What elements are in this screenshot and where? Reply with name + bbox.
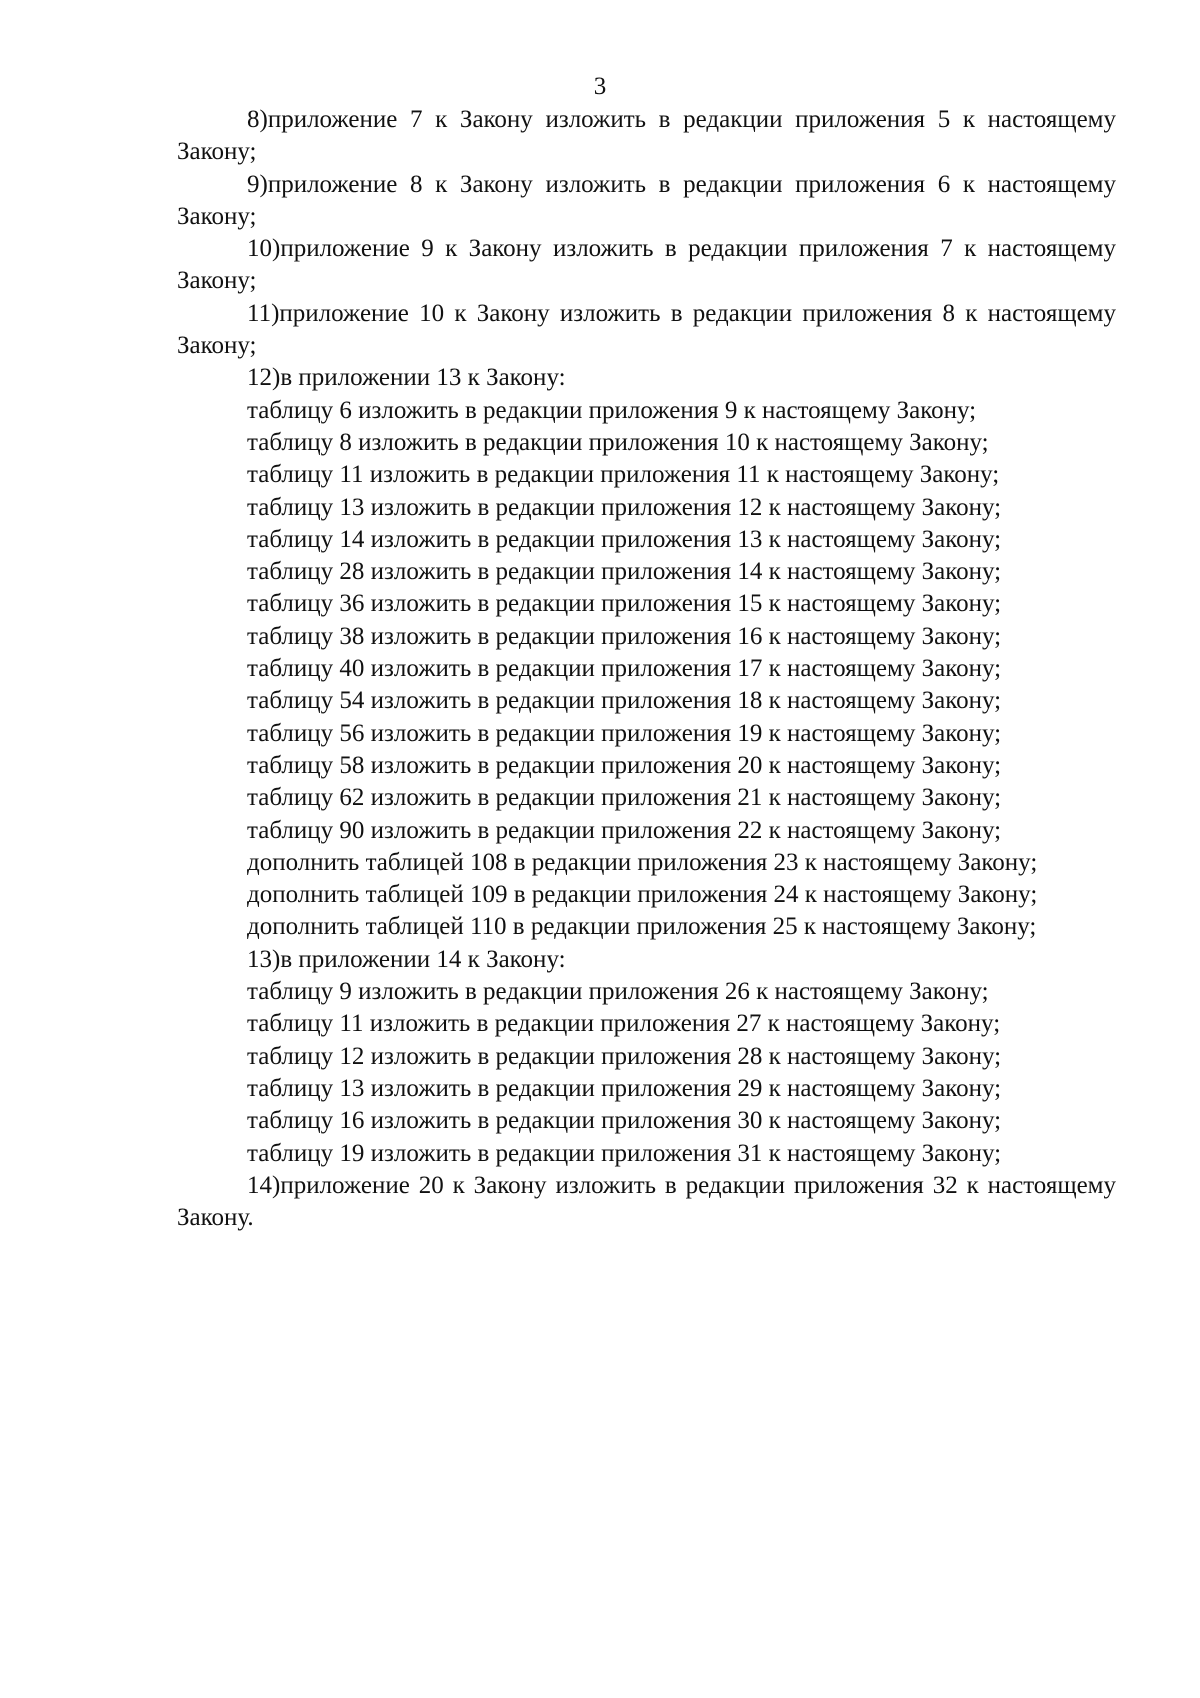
table-change-line: таблицу 19 изложить в редакции приложения 31 к настоящему Закону; (247, 1139, 1002, 1167)
table-change-line: таблицу 13 изложить в редакции приложения 12 к настоящему Закону; (247, 493, 1002, 521)
page-number: 3 (593, 73, 607, 100)
paragraph-item-13-heading: 13)в приложении 14 к Закону: (247, 945, 566, 973)
table-change-line: таблицу 54 изложить в редакции приложения 18 к настоящему Закону; (247, 687, 1002, 715)
paragraph-item-8: 8)приложение 7 к Закону изложить в редакции приложения 5 к настоящему Закону; (177, 106, 1116, 166)
table-change-line: таблицу 28 изложить в редакции приложения 14 к настоящему Закону; (247, 558, 1002, 586)
table-change-line: таблицу 90 изложить в редакции приложения 22 к настоящему Закону; (247, 816, 1002, 844)
paragraph-item-10: 10)приложение 9 к Закону изложить в редакции приложения 7 к настоящему Закону; (177, 235, 1116, 295)
table-change-line: таблицу 9 изложить в редакции приложения 26 к настоящему Закону; (247, 978, 989, 1006)
table-change-line: таблицу 40 изложить в редакции приложения 17 к настоящему Закону; (247, 655, 1002, 683)
document-body (177, 104, 1116, 1234)
table-change-line: таблицу 11 изложить в редакции приложения 11 к настоящему Закону; (247, 461, 1000, 489)
table-change-line: таблицу 13 изложить в редакции приложения 29 к настоящему Закону; (247, 1074, 1002, 1102)
table-change-line: таблицу 6 изложить в редакции приложения 9 к настоящему Закону; (247, 396, 977, 424)
table-add-line: дополнить таблицей 110 в редакции приложения 25 к настоящему Закону; (247, 913, 1037, 941)
table-change-line: таблицу 56 изложить в редакции приложения 19 к настоящему Закону; (247, 719, 1002, 747)
table-change-line: таблицу 8 изложить в редакции приложения 10 к настоящему Закону; (247, 428, 989, 456)
paragraph-item-12-heading: 12)в приложении 13 к Закону: (247, 364, 566, 392)
paragraph-item-9: 9)приложение 8 к Закону изложить в редакции приложения 6 к настоящему Закону; (177, 170, 1116, 230)
paragraph-item-14: 14)приложение 20 к Закону изложить в редакции приложения 32 к настоящему Закону. (177, 1171, 1116, 1232)
table-change-line: таблицу 12 изложить в редакции приложения 28 к настоящему Закону; (247, 1042, 1002, 1070)
table-change-line: таблицу 11 изложить в редакции приложения 27 к настоящему Закону; (247, 1010, 1001, 1038)
table-change-line: таблицу 36 изложить в редакции приложения 15 к настоящему Закону; (247, 590, 1002, 618)
paragraph-item-11: 11)приложение 10 к Закону изложить в редакции приложения 8 к настоящему Закону; (177, 299, 1116, 360)
table-change-line: таблицу 58 изложить в редакции приложения 20 к настоящему Закону; (247, 751, 1002, 779)
table-add-line: дополнить таблицей 108 в редакции приложения 23 к настоящему Закону; (247, 848, 1038, 876)
table-add-line: дополнить таблицей 109 в редакции приложения 24 к настоящему Закону; (247, 881, 1038, 909)
table-change-line: таблицу 14 изложить в редакции приложения 13 к настоящему Закону; (247, 525, 1002, 553)
table-change-line: таблицу 62 изложить в редакции приложения 21 к настоящему Закону; (247, 784, 1002, 812)
table-change-line: таблицу 16 изложить в редакции приложения 30 к настоящему Закону; (247, 1107, 1002, 1135)
table-change-line: таблицу 38 изложить в редакции приложения 16 к настоящему Закону; (247, 622, 1002, 650)
